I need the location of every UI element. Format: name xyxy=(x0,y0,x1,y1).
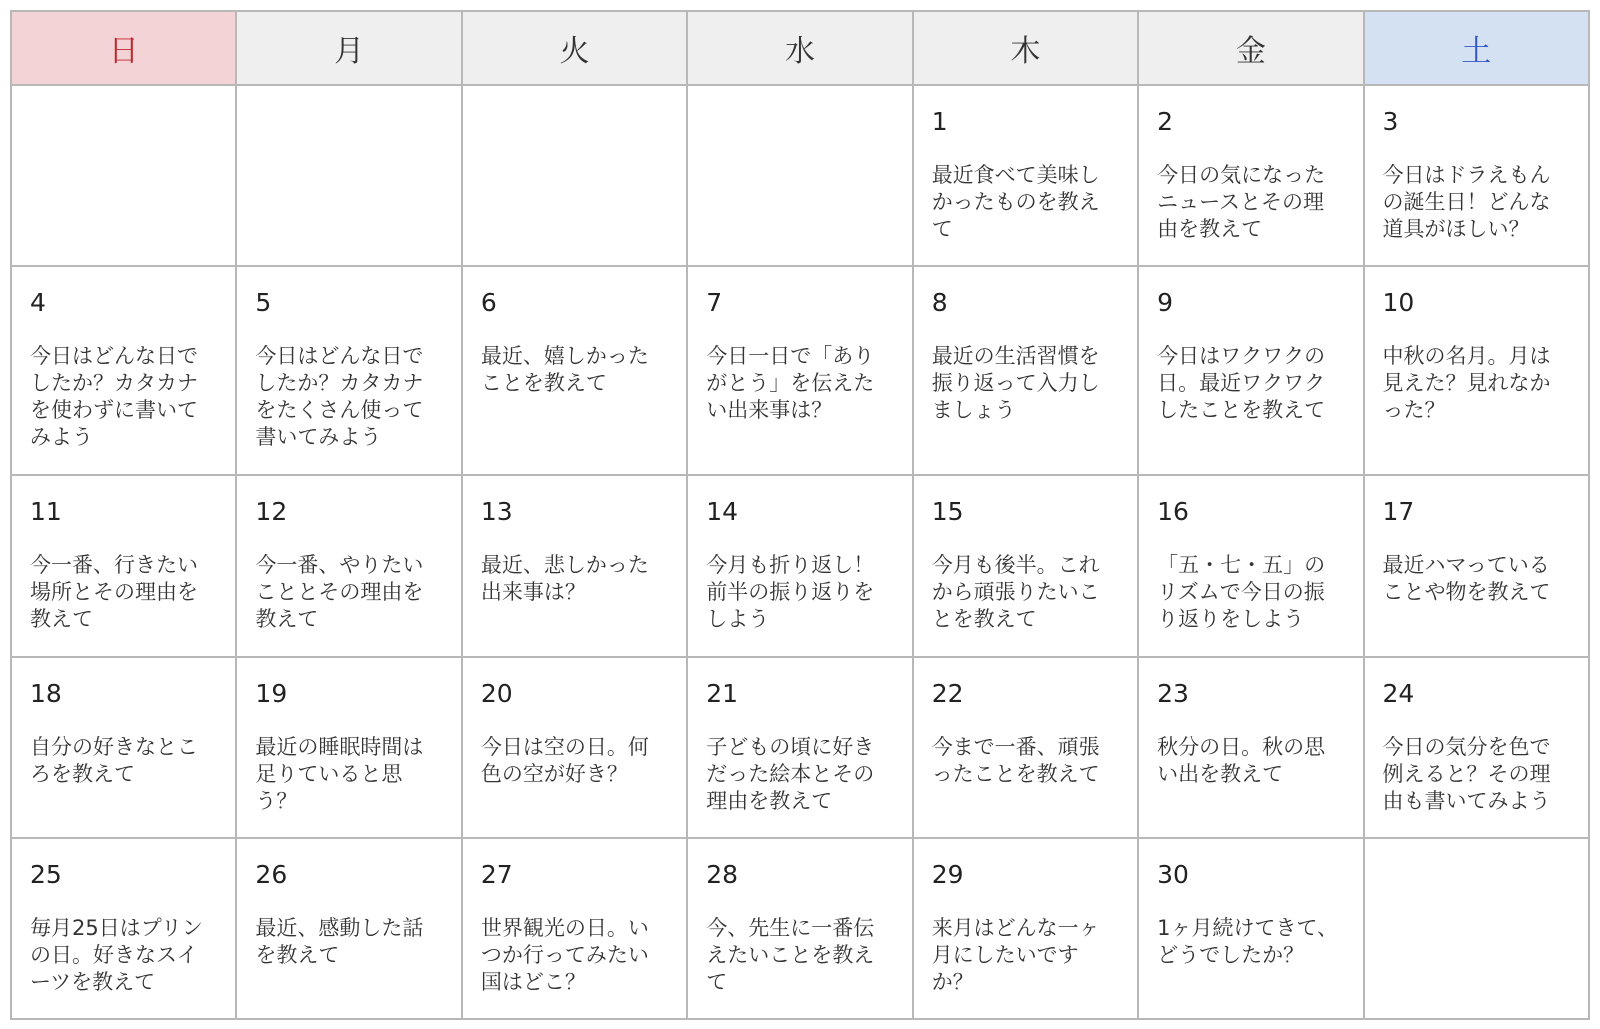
day-number: 4 xyxy=(30,288,46,318)
day-cell xyxy=(11,266,236,475)
weekday-tuesday: 火 xyxy=(462,11,687,85)
day-number: 30 xyxy=(1157,859,1189,889)
day-number: 22 xyxy=(931,678,964,708)
day-number: 12 xyxy=(255,497,288,527)
day-number: 20 xyxy=(480,678,513,708)
day-cell xyxy=(462,657,687,838)
day-prompt: 最近ハマっていることや物を教えて xyxy=(1382,553,1551,605)
day-number: 5 xyxy=(255,288,272,318)
day-cell xyxy=(236,838,461,1019)
week-row xyxy=(11,657,1589,838)
day-prompt: 今まで一番、頑張ったことを教えて xyxy=(931,734,1100,786)
day-cell xyxy=(1364,475,1589,656)
day-cell xyxy=(913,475,1138,656)
weekday-thursday: 木 xyxy=(913,11,1138,85)
day-prompt: 最近、嬉しかったことを教えて xyxy=(480,344,649,396)
day-cell xyxy=(1364,266,1589,475)
week-row xyxy=(11,85,1589,266)
day-number: 7 xyxy=(706,288,723,318)
day-cell xyxy=(687,266,912,475)
day-number: 25 xyxy=(30,859,62,889)
day-number: 2 xyxy=(1157,107,1174,136)
day-cell xyxy=(913,838,1138,1019)
day-cell xyxy=(462,838,687,1019)
day-cell xyxy=(1364,85,1589,266)
day-cell xyxy=(913,85,1138,266)
day-prompt: 今一番、行きたい場所とその理由を教えて xyxy=(30,553,198,632)
day-prompt: 毎月25日はプリンの日。好きなスイーツを教えて xyxy=(30,915,203,994)
weekday-wednesday: 水 xyxy=(687,11,912,85)
day-prompt: 最近の睡眠時間は足りていると思う？ xyxy=(255,734,424,813)
empty-day-cell xyxy=(1364,838,1589,1019)
day-prompt: 今日はどんな日でしたか？カタカナを使わずに書いてみよう xyxy=(30,344,198,450)
day-number: 3 xyxy=(1382,107,1399,136)
day-number: 13 xyxy=(480,497,513,527)
day-prompt: 最近の生活習慣を振り返って入力しましょう xyxy=(931,344,1100,423)
empty-day-cell xyxy=(687,85,912,266)
day-prompt: 1ヶ月続けてきて、どうでしたか？ xyxy=(1157,915,1339,967)
day-prompt: 今、先生に一番伝えたいことを教えて xyxy=(706,915,875,994)
day-prompt: 世界観光の日。いつか行ってみたい国はどこ？ xyxy=(480,915,649,994)
day-prompt: 今日はドラえもんの誕生日！どんな道具がほしい？ xyxy=(1382,163,1551,241)
day-cell xyxy=(11,838,236,1019)
day-number: 17 xyxy=(1382,497,1415,527)
day-number: 1 xyxy=(931,107,948,136)
weekday-monday: 月 xyxy=(236,11,461,85)
day-prompt: 中秋の名月。月は見えた？見れなかった？ xyxy=(1382,344,1551,423)
empty-day-cell xyxy=(11,85,236,266)
day-number: 8 xyxy=(931,288,948,318)
day-number: 16 xyxy=(1157,497,1189,527)
empty-day-cell xyxy=(462,85,687,266)
day-cell xyxy=(11,657,236,838)
day-prompt: 今日の気になったニュースとその理由を教えて xyxy=(1157,163,1326,241)
day-number: 29 xyxy=(931,859,964,889)
day-cell xyxy=(1138,85,1363,266)
day-number: 28 xyxy=(706,859,739,889)
day-prompt: 今一番、やりたいこととその理由を教えて xyxy=(255,553,424,632)
day-prompt: 今月も折り返し！前半の振り返りをしよう xyxy=(706,553,875,632)
day-prompt: 今日の気分を色で例えると？その理由も書いてみよう xyxy=(1382,734,1551,813)
day-cell xyxy=(462,475,687,656)
day-number: 9 xyxy=(1157,288,1174,318)
day-cell xyxy=(236,266,461,475)
weekday-header xyxy=(11,11,1589,85)
day-cell xyxy=(11,475,236,656)
day-number: 23 xyxy=(1157,678,1189,708)
day-prompt: 今日はワクワクの日。最近ワクワクしたことを教えて xyxy=(1157,344,1326,423)
day-cell xyxy=(687,475,912,656)
empty-day-cell xyxy=(236,85,461,266)
calendar-body xyxy=(11,85,1589,1019)
day-number: 24 xyxy=(1382,678,1415,708)
weekday-saturday: 土 xyxy=(1364,11,1589,85)
day-number: 10 xyxy=(1382,288,1415,318)
calendar-grid xyxy=(10,10,1590,1020)
day-prompt: 今日一日で「ありがとう」を伝えたい出来事は？ xyxy=(706,344,875,423)
week-row xyxy=(11,838,1589,1019)
day-number: 14 xyxy=(706,497,739,527)
day-cell xyxy=(913,266,1138,475)
day-cell xyxy=(1138,657,1363,838)
week-row xyxy=(11,475,1589,656)
day-number: 18 xyxy=(30,678,62,708)
day-prompt: 最近食べて美味しかったものを教えて xyxy=(931,163,1100,241)
day-cell xyxy=(687,657,912,838)
day-number: 19 xyxy=(255,678,288,708)
day-number: 11 xyxy=(30,497,62,527)
day-prompt: 子どもの頃に好きだった絵本とその理由を教えて xyxy=(706,734,875,813)
day-cell xyxy=(236,475,461,656)
day-cell xyxy=(1138,838,1363,1019)
day-prompt: 自分の好きなところを教えて xyxy=(30,734,198,786)
day-prompt: 最近、感動した話を教えて xyxy=(255,915,424,967)
day-cell xyxy=(462,266,687,475)
day-prompt: 今月も後半。これから頑張りたいことを教えて xyxy=(931,553,1100,632)
day-number: 15 xyxy=(931,497,964,527)
day-number: 6 xyxy=(480,288,497,318)
day-number: 26 xyxy=(255,859,288,889)
day-number: 27 xyxy=(480,859,513,889)
day-prompt: 最近、悲しかった出来事は？ xyxy=(480,553,649,605)
day-prompt: 今日はどんな日でしたか？カタカナをたくさん使って書いてみよう xyxy=(255,344,424,450)
day-prompt: 秋分の日。秋の思い出を教えて xyxy=(1157,734,1326,786)
day-cell xyxy=(913,657,1138,838)
day-cell xyxy=(236,657,461,838)
weekday-header-row xyxy=(11,11,1589,85)
weekday-sunday: 日 xyxy=(11,11,236,85)
week-row xyxy=(11,266,1589,475)
day-prompt: 「五・七・五」のリズムで今日の振り返りをしよう xyxy=(1157,553,1326,632)
weekday-friday: 金 xyxy=(1138,11,1363,85)
day-prompt: 今日は空の日。何色の空が好き？ xyxy=(480,734,649,786)
day-number: 21 xyxy=(706,678,739,708)
day-cell xyxy=(1138,266,1363,475)
day-cell xyxy=(1138,475,1363,656)
day-cell xyxy=(1364,657,1589,838)
day-prompt: 来月はどんな一ヶ月にしたいですか？ xyxy=(931,915,1100,994)
day-cell xyxy=(687,838,912,1019)
